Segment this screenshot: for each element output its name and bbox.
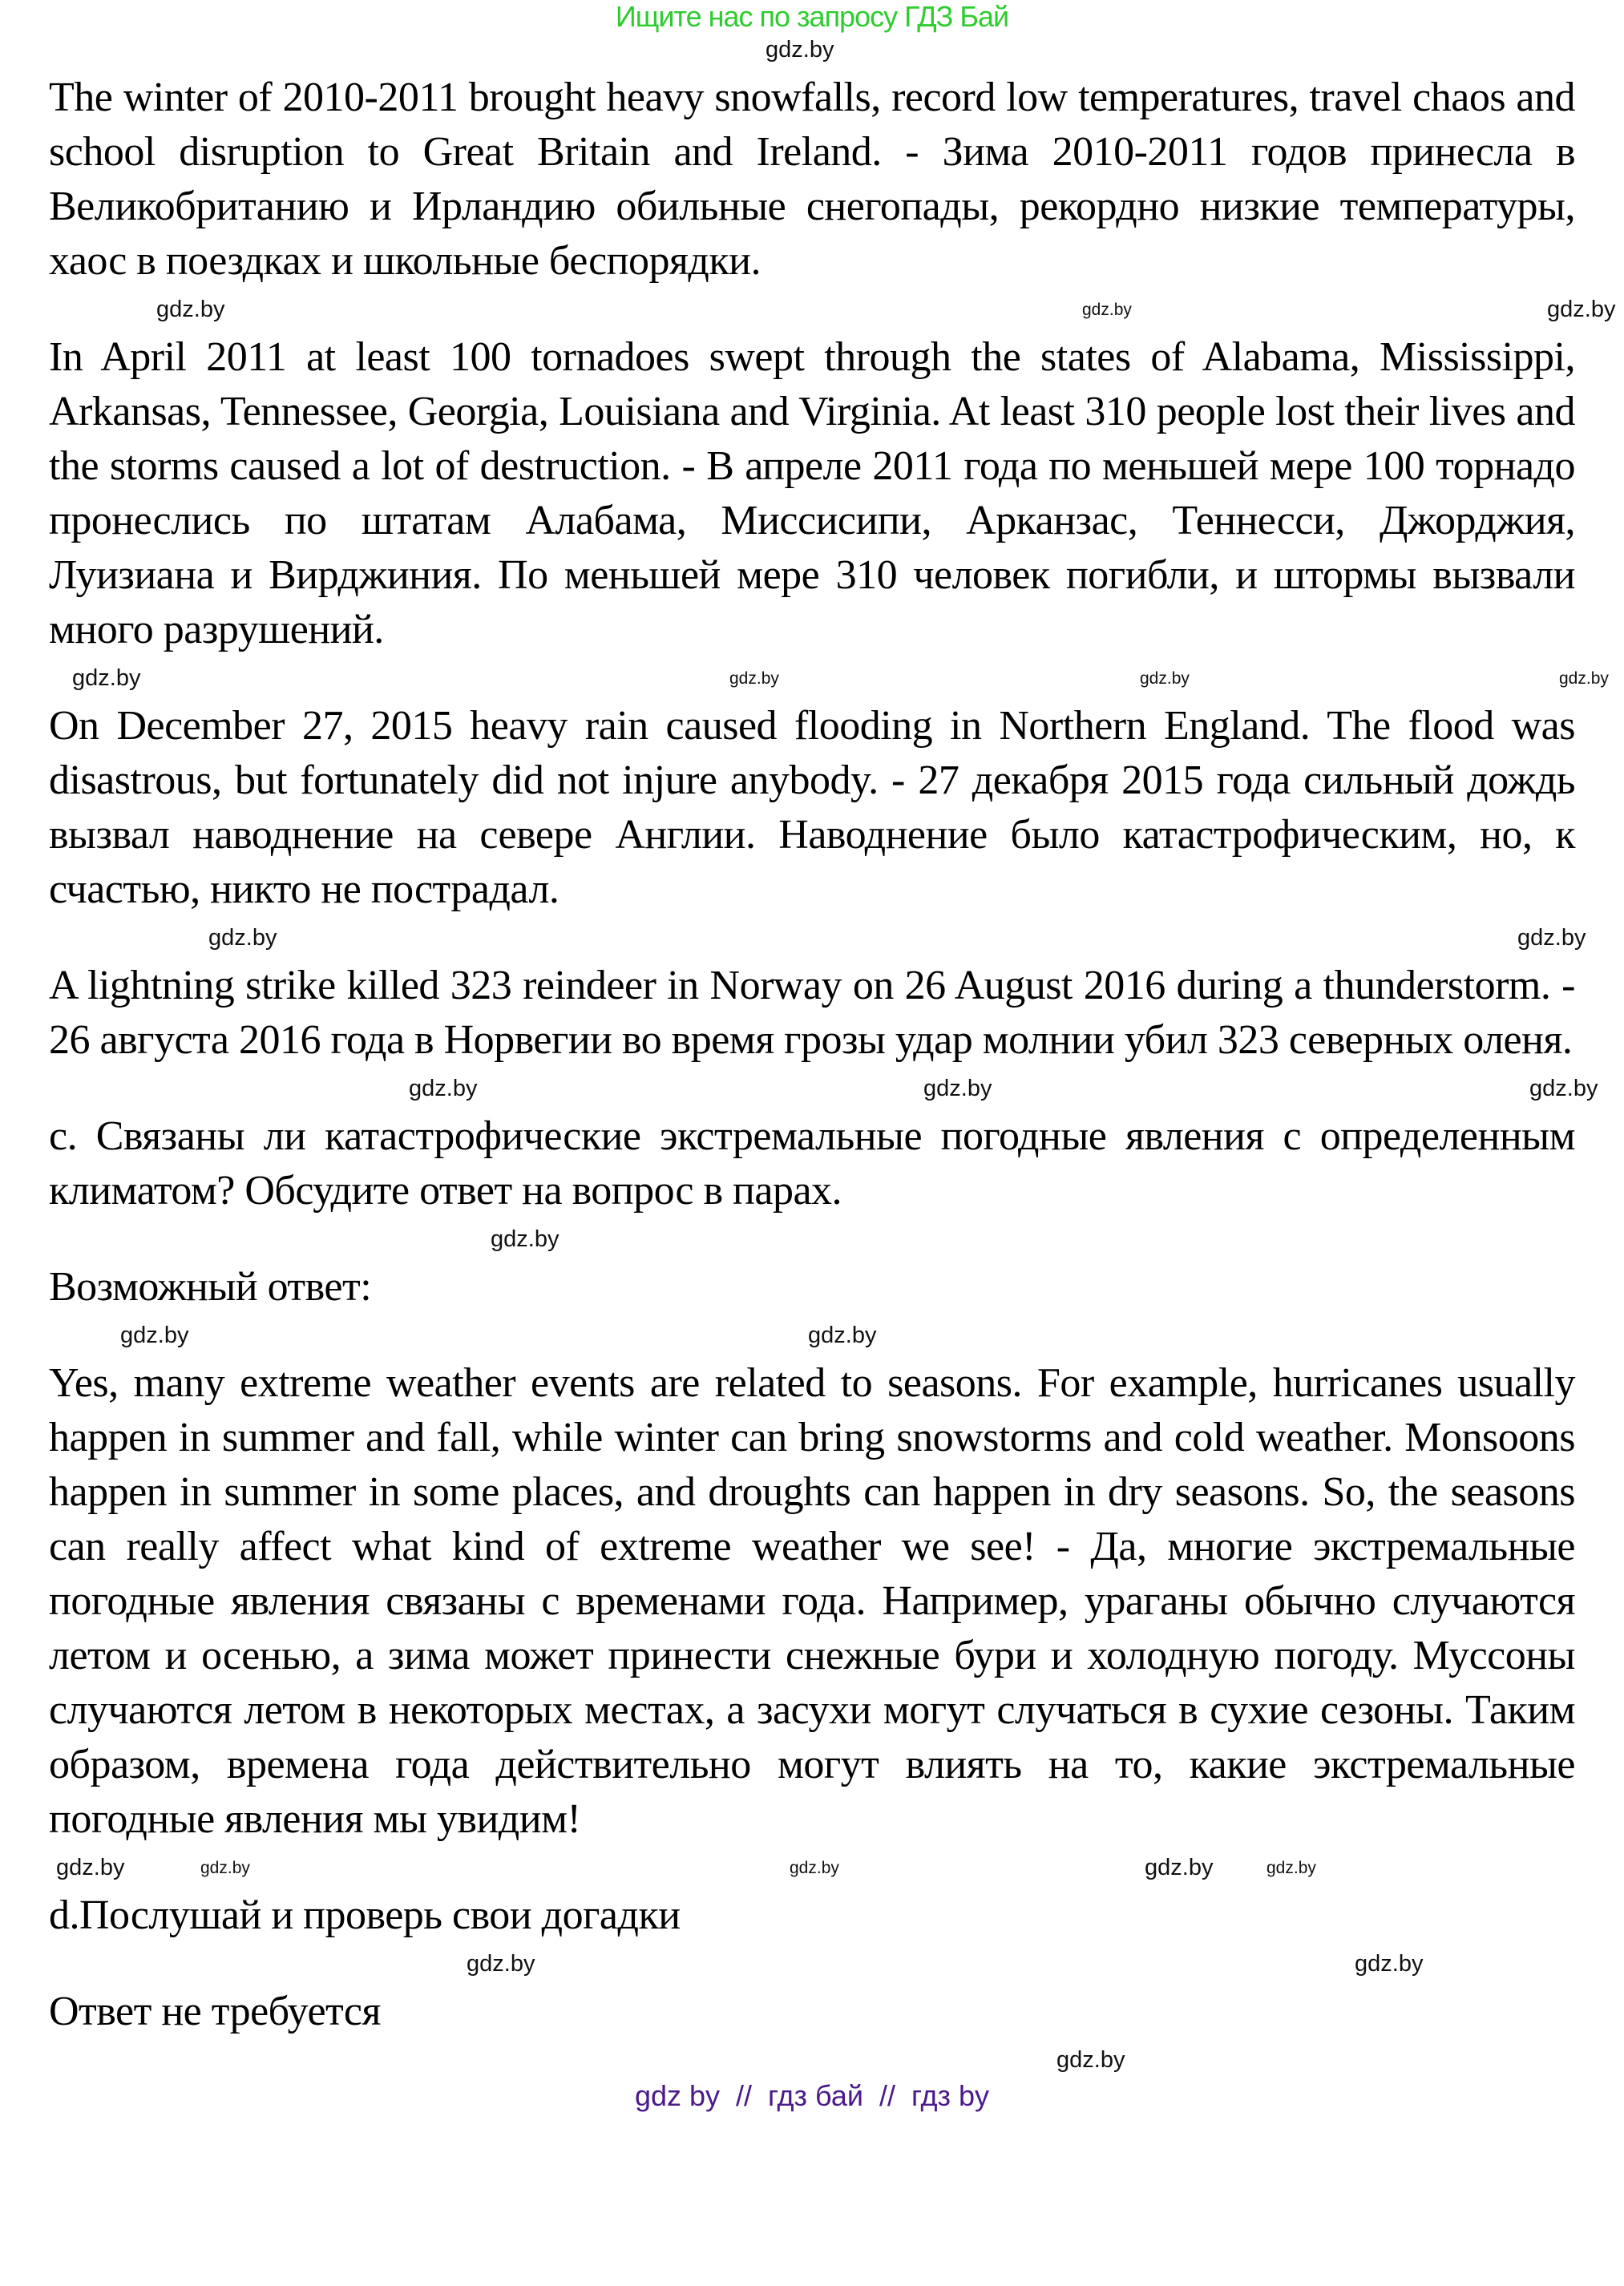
- watermark: gdz.by: [729, 669, 779, 688]
- paragraph-tornadoes-2011: In April 2011 at least 100 tornadoes swept through the states of Alabama, Mississippi, Arkansas, Tennessee, Georgia, Louisiana and Virginia. At least 310 people lost their lives and the storms caused a lot of destruction. - В апреле 2011 года по меньшей мере 100 торнадо пронеслись по штатам Алабама, Миссисипи, Арканзас, Теннесси, Джорджия, Луизиана и Вирджиния. По меньшей мере 310 человек погибли, и штормы вызвали много разрушений.: [49, 334, 1575, 652]
- watermark: gdz.by: [72, 665, 141, 691]
- watermark-row: [0, 1948, 1624, 1980]
- watermark: gdz.by: [1517, 925, 1586, 951]
- watermark: gdz.by: [1266, 1859, 1316, 1877]
- search-banner: Ищите нас по запросу ГДЗ Бай: [615, 0, 1009, 33]
- answer-paragraph: Yes, many extreme weather events are related to seasons. For example, hurricanes usually happen in summer and fall, while winter can bring snowstorms and cold weather. Monsoons happen in summer in some places, and droughts can happen in dry seasons. So, the seasons can really affect what kind of extreme weather we see! - Да, многие экстремальные погодные явления связаны с временами года. Например, ураганы обычно случаются летом и осенью, а зима может принести снежные бури и холодную погоду. Муссоны случаются летом в некоторых местах, а засухи могут случаться в сухие сезоны. Таким образом, времена года действительно могут влиять на то, какие экстремальные погодные явления мы увидим!: [49, 1360, 1575, 1842]
- watermark: gdz.by: [1355, 1951, 1424, 1977]
- watermark: gdz.by: [808, 1323, 877, 1348]
- watermark: gdz.by: [1082, 301, 1132, 319]
- watermark: gdz.by: [491, 1226, 560, 1252]
- watermark: gdz.by: [409, 1076, 478, 1101]
- watermark-row: [0, 662, 1624, 694]
- watermark: gdz.by: [120, 1323, 189, 1348]
- watermark: gdz.by: [200, 1859, 250, 1877]
- watermark: gdz.by: [1140, 669, 1190, 688]
- watermark-row: [0, 1072, 1624, 1105]
- task-d: d.Послушай и проверь свои догадки: [49, 1892, 681, 1938]
- watermark-row: [0, 1319, 1624, 1351]
- paragraph-winter-2010: The winter of 2010-2011 brought heavy snowfalls, record low temperatures, travel chaos and school disruption to Great Britain and Ireland. - Зима 2010-2011 годов принесла в Великобританию и Ирландию обильные снегопады, рекордно низкие температуры, хаос в поездках и школьные беспорядки.: [49, 75, 1575, 284]
- watermark-row: [0, 34, 1624, 66]
- paragraph-lightning-2016: A lightning strike killed 323 reindeer in Norway on 26 August 2016 during a thunderstorm. - 26 августа 2016 года в Норвегии во время грозы удар молнии убил 323 северных оленя.: [49, 963, 1575, 1063]
- watermark: gdz.by: [156, 297, 225, 322]
- watermark: gdz.by: [56, 1855, 125, 1880]
- possible-answer-label: Возможный ответ:: [49, 1264, 372, 1310]
- watermark: gdz.by: [923, 1076, 992, 1101]
- watermark: gdz.by: [467, 1951, 535, 1977]
- footer-links[interactable]: gdz by // гдз бай // гдз by: [634, 2079, 990, 2112]
- watermark: gdz.by: [790, 1859, 839, 1877]
- watermark: gdz.by: [1547, 297, 1616, 322]
- watermark: gdz.by: [1056, 2047, 1125, 2073]
- question-c: c. Связаны ли катастрофические экстремальные погодные явления с определенным климатом? Обсудите ответ на вопрос в парах.: [49, 1113, 1575, 1214]
- watermark-row: [0, 293, 1624, 325]
- watermark-row: [0, 2044, 1624, 2076]
- paragraph-flood-2015: On December 27, 2015 heavy rain caused flooding in Northern England. The flood was disastrous, but fortunately did not injure anybody. - 27 декабря 2015 года сильный дождь вызвал наводнение на севере Англии. Наводнение было катастрофическим, но, к счастью, никто не пострадал.: [49, 703, 1575, 912]
- watermark: gdz.by: [1145, 1855, 1214, 1880]
- watermark-row: [0, 1852, 1624, 1884]
- watermark: gdz.by: [766, 37, 834, 63]
- watermark: gdz.by: [1529, 1076, 1598, 1101]
- watermark-row: [0, 922, 1624, 954]
- no-answer-required: Ответ не требуется: [49, 1989, 381, 2034]
- watermark: gdz.by: [208, 925, 277, 951]
- watermark-row: [0, 1223, 1624, 1255]
- watermark: gdz.by: [1559, 669, 1609, 688]
